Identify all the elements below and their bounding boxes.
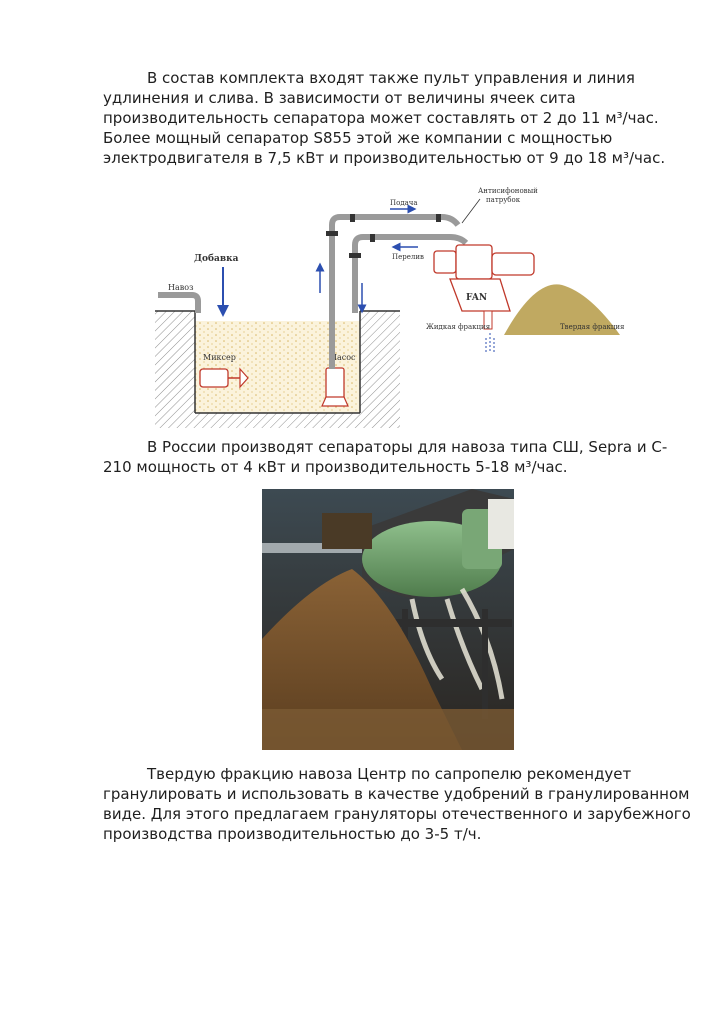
text-line: Твердую фракцию навоза Центр по сапропелю рекомендует <box>147 765 632 783</box>
text-line: виде. Для этого предлагаем грануляторы отечественного и зарубежного <box>103 805 691 823</box>
paragraph-russian-separators <box>103 437 668 477</box>
label-anti-siphon: Антисифоновый <box>478 187 538 195</box>
label-anti-siphon-2: патрубок <box>486 196 521 204</box>
text-line: электродвигателя в 7,5 кВт и производительностью от 9 до 18 м³/час. <box>103 149 666 167</box>
label-pump: Насос <box>330 353 356 362</box>
paragraph-granulation <box>103 764 691 844</box>
text-line: производства производительностью до 3-5 т/ч. <box>103 825 482 843</box>
label-overflow: Перелив <box>392 253 424 261</box>
text-line: гранулировать и использовать в качестве удобрений в гранулированном <box>103 785 690 803</box>
label-liquid-fraction: Жидкая фракция <box>426 323 491 331</box>
label-manure: Навоз <box>168 283 194 292</box>
text-line: В России производят сепараторы для навоза типа СШ, Sepra и С- <box>147 438 668 456</box>
text-line: удлинения и слива. В зависимости от величины ячеек сита <box>103 89 576 107</box>
label-solid-fraction: Твердая фракция <box>560 323 625 331</box>
separator-scheme-diagram <box>150 183 630 428</box>
tank <box>155 311 400 428</box>
svg-text:FAN: FAN <box>466 293 488 303</box>
mixer <box>200 369 248 387</box>
paragraph-separator-kit <box>103 68 666 168</box>
label-additive: Добавка <box>194 254 239 264</box>
separator-photo <box>262 489 514 750</box>
pump <box>322 368 348 406</box>
text-line: Более мощный сепаратор S855 этой же компании с мощностью <box>103 129 613 147</box>
overflow-pipe <box>355 237 466 313</box>
text-line: 210 мощность от 4 кВт и производительность 5-18 м³/час. <box>103 458 568 476</box>
text-line: производительность сепаратора может составлять от 2 до 11 м³/час. <box>103 109 659 127</box>
label-feed: Подача <box>390 199 418 207</box>
label-mixer: Миксер <box>203 353 236 362</box>
text-line: В состав комплекта входят также пульт управления и линия <box>147 69 635 87</box>
